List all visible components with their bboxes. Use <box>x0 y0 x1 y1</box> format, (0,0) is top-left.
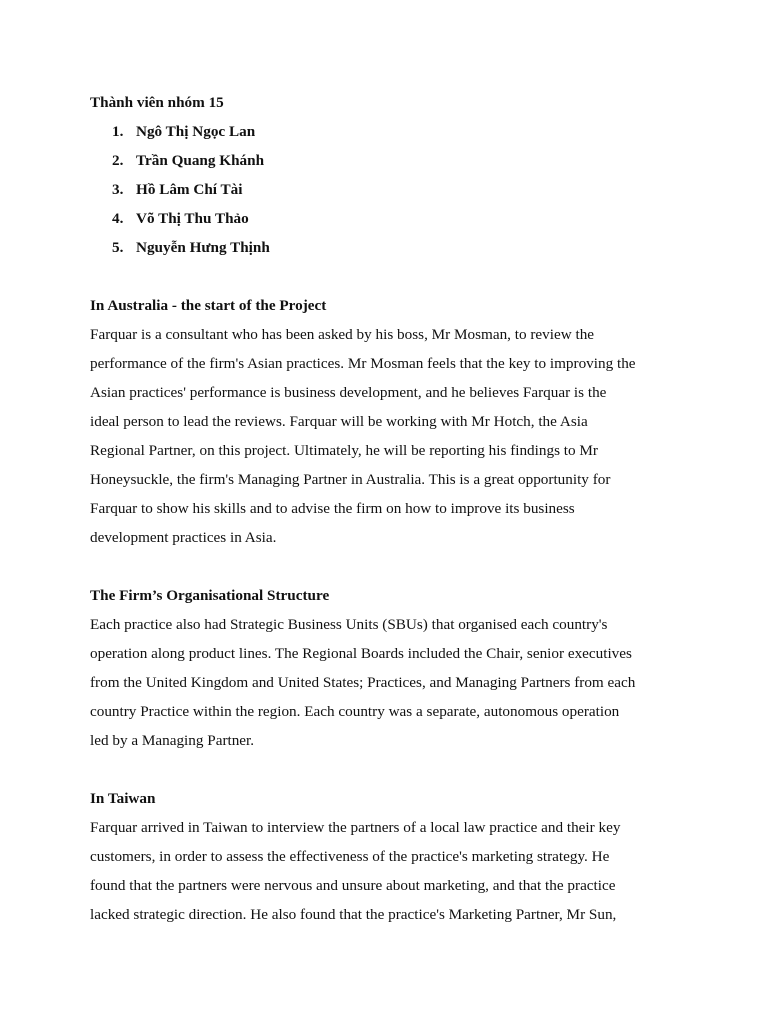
list-item <box>90 146 690 175</box>
section-paragraph <box>90 320 690 552</box>
paragraph-line: development practices in Asia. <box>90 529 277 546</box>
document-page <box>90 88 690 929</box>
paragraph-line: operation along product lines. The Regional Boards included the Chair, senior executives <box>90 645 632 662</box>
section-taiwan <box>90 784 690 929</box>
paragraph-line: performance of the firm's Asian practices. Mr Mosman feels that the key to improving the <box>90 355 636 372</box>
member-name: Nguyễn Hưng Thịnh <box>136 239 270 256</box>
list-item <box>90 175 690 204</box>
paragraph-line: Farquar to show his skills and to advise the firm on how to improve its business <box>90 500 575 517</box>
section-paragraph <box>90 610 690 755</box>
list-number: 4. <box>112 210 124 227</box>
list-number: 1. <box>112 123 124 140</box>
paragraph-line: Asian practices' performance is business development, and he believes Farquar is the <box>90 384 607 401</box>
list-number: 3. <box>112 181 124 198</box>
section-organisational-structure <box>90 581 690 755</box>
paragraph-line: customers, in order to assess the effectiveness of the practice's marketing strategy. He <box>90 848 610 865</box>
member-name: Trần Quang Khánh <box>136 152 265 169</box>
member-name: Ngô Thị Ngọc Lan <box>136 123 256 140</box>
group-title: Thành viên nhóm 15 <box>90 94 224 111</box>
section-heading: In Australia - the start of the Project <box>90 297 327 314</box>
paragraph-line: from the United Kingdom and United States; Practices, and Managing Partners from each <box>90 674 636 691</box>
section-australia <box>90 291 690 552</box>
section-heading: In Taiwan <box>90 790 156 807</box>
paragraph-line: lacked strategic direction. He also found that the practice's Marketing Partner, Mr Sun, <box>90 906 617 923</box>
list-item <box>90 204 690 233</box>
paragraph-line: country Practice within the region. Each country was a separate, autonomous operation <box>90 703 620 720</box>
section-paragraph <box>90 813 690 929</box>
member-name: Võ Thị Thu Thảo <box>136 210 249 227</box>
paragraph-line: ideal person to lead the reviews. Farquar will be working with Mr Hotch, the Asia <box>90 413 588 430</box>
list-item <box>90 117 690 146</box>
list-item <box>90 233 690 262</box>
paragraph-line: found that the partners were nervous and unsure about marketing, and that the practice <box>90 877 616 894</box>
member-name: Hồ Lâm Chí Tài <box>136 181 243 198</box>
member-list <box>90 117 690 262</box>
paragraph-line: led by a Managing Partner. <box>90 732 255 749</box>
section-heading: The Firm’s Organisational Structure <box>90 587 330 604</box>
list-number: 5. <box>112 239 124 256</box>
paragraph-line: Honeysuckle, the firm's Managing Partner in Australia. This is a great opportunity for <box>90 471 611 488</box>
paragraph-line: Regional Partner, on this project. Ultimately, he will be reporting his findings to Mr <box>90 442 598 459</box>
paragraph-line: Farquar is a consultant who has been asked by his boss, Mr Mosman, to review the <box>90 326 595 343</box>
paragraph-line: Each practice also had Strategic Business Units (SBUs) that organised each country's <box>90 616 608 633</box>
list-number: 2. <box>112 152 124 169</box>
paragraph-line: Farquar arrived in Taiwan to interview the partners of a local law practice and their key <box>90 819 621 836</box>
